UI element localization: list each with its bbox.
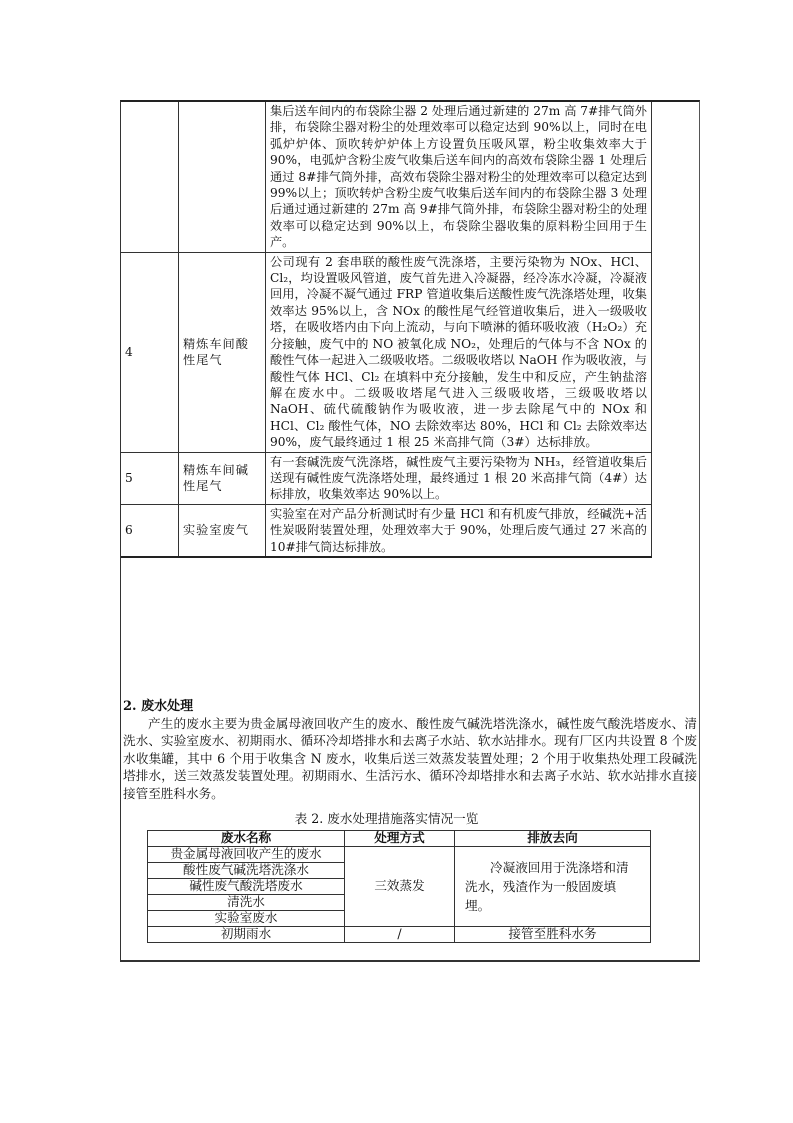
table-row xyxy=(121,452,652,504)
wastewater-name: 碱性废气酸洗塔废水 xyxy=(148,879,345,895)
row-number xyxy=(121,102,179,252)
table-row xyxy=(121,102,652,252)
row-source-name: 精炼车间酸性尾气 xyxy=(179,252,266,452)
section-title: 2. 废水处理 xyxy=(123,699,194,714)
row-description: 有一套碱洗废气洗涤塔，碱性废气主要污染物为 NH₃，经管道收集后送现有碱性废气洗涤塔处理，最终通过 1 根 20 米高排气筒（4#）达标排放，收集效率达 90%以上。 xyxy=(266,452,652,504)
document-frame xyxy=(120,100,700,962)
wastewater-table xyxy=(147,830,651,943)
treatment-method: / xyxy=(345,927,455,943)
row-number: 6 xyxy=(121,504,179,557)
table-caption: 表 2. 废水处理措施落实情况一览 xyxy=(294,811,479,826)
row-number: 5 xyxy=(121,452,179,504)
column-header: 处理方式 xyxy=(345,831,455,847)
table-row xyxy=(148,847,651,863)
wastewater-name: 酸性废气碱洗塔洗涤水 xyxy=(148,863,345,879)
discharge-destination: 接管至胜科水务 xyxy=(455,927,651,943)
wastewater-name: 贵金属母液回收产生的废水 xyxy=(148,847,345,863)
column-header: 排放去向 xyxy=(455,831,651,847)
row-description: 集后送车间内的布袋除尘器 2 处理后通过新建的 27m 高 7#排气筒外排，布袋除尘器对粉尘的处理效率可以稳定达到 90%以上，同时在电弧炉炉体、顶吹转炉炉体上方设置负压吸风罩，粉尘收集效率大于 90%，电弧炉含粉尘废气收集后送车间内的高效布袋除尘器 1 处理后通过 8#排气筒外排，高效布袋除尘器对粉尘的处理效率可以稳定达到 99%以上；顶吹转炉含粉尘废气收集后送车间内的布袋除尘器 3 处理后通过通过新建的 27m 高 9#排气筒外排，布袋除尘器对粉尘的处理效率可以稳定达到 90%以上，布袋除尘器收集的原料粉尘回用于生产。 xyxy=(266,102,652,252)
table-row xyxy=(121,252,652,452)
discharge-destination: 冷凝液回用于洗涤塔和清洗水，残渣作为一般固废填埋。 xyxy=(455,847,651,927)
wastewater-name: 实验室废水 xyxy=(148,911,345,927)
waste-gas-table xyxy=(121,102,652,558)
row-source-name: 实验室废气 xyxy=(179,504,266,557)
wastewater-name: 初期雨水 xyxy=(148,927,345,943)
column-header: 废水名称 xyxy=(148,831,345,847)
row-description: 实验室在对产品分析测试时有少量 HCl 和有机废气排放，经碱洗+活性炭吸附装置处理，处理效率大于 90%，处理后废气通过 27 米高的 10#排气筒达标排放。 xyxy=(266,504,652,557)
table-row xyxy=(148,927,651,943)
section-paragraph: 产生的废水主要为贵金属母液回收产生的废水、酸性废气碱洗塔洗涤水，碱性废气酸洗塔废水、清洗水、实验室废水、初期雨水、循环冷却塔排水和去离子水站、软水站排水。现有厂区内共设置 8 个废水收集罐，其中 6 个用于收集含 N 废水，收集后送三效蒸发装置处理；2 个用于收集热处理工段碱洗塔排水，送三效蒸发装置处理。初期雨水、生活污水、循环冷却塔排水和去离子水站、软水站排水直接接管至胜科水务。 xyxy=(123,716,697,801)
row-source-name xyxy=(179,102,266,252)
treatment-method: 三效蒸发 xyxy=(345,847,455,927)
row-number: 4 xyxy=(121,252,179,452)
wastewater-name: 清洗水 xyxy=(148,895,345,911)
table-header-row xyxy=(148,831,651,847)
row-source-name: 精炼车间碱性尾气 xyxy=(179,452,266,504)
table-row xyxy=(121,504,652,557)
row-description: 公司现有 2 套串联的酸性废气洗涤塔，主要污染物为 NOx、HCl、Cl₂，均设置吸风管道，废气首先进入冷凝器，经冷冻水冷凝，冷凝液回用，冷凝不凝气通过 FRP 管道收集后送酸性废气洗涤塔处理，收集效率达 95%以上，含 NOx 的酸性尾气经管道收集后，进入一级吸收塔，在吸收塔内由下向上流动，与向下喷淋的循环吸收液（H₂O₂）充分接触，废气中的 NO 被氧化成 NO₂，处理后的气体与不含 NOx 的酸性气体一起进入二级吸收塔。二级吸收塔以 NaOH 作为吸收液，与酸性气体 HCl、Cl₂ 在填料中充分接触，发生中和反应，产生钠盐溶解在废水中。二级吸收塔尾气进入三级吸收塔，三级吸收塔以 NaOH、硫代硫酸钠作为吸收液，进一步去除尾气中的 NOx 和 HCl、Cl₂ 酸性气体，NO 去除效率达 80%，HCl 和 Cl₂ 去除效率达 90%，废气最终通过 1 根 25 米高排气筒（3#）达标排放。 xyxy=(266,252,652,452)
